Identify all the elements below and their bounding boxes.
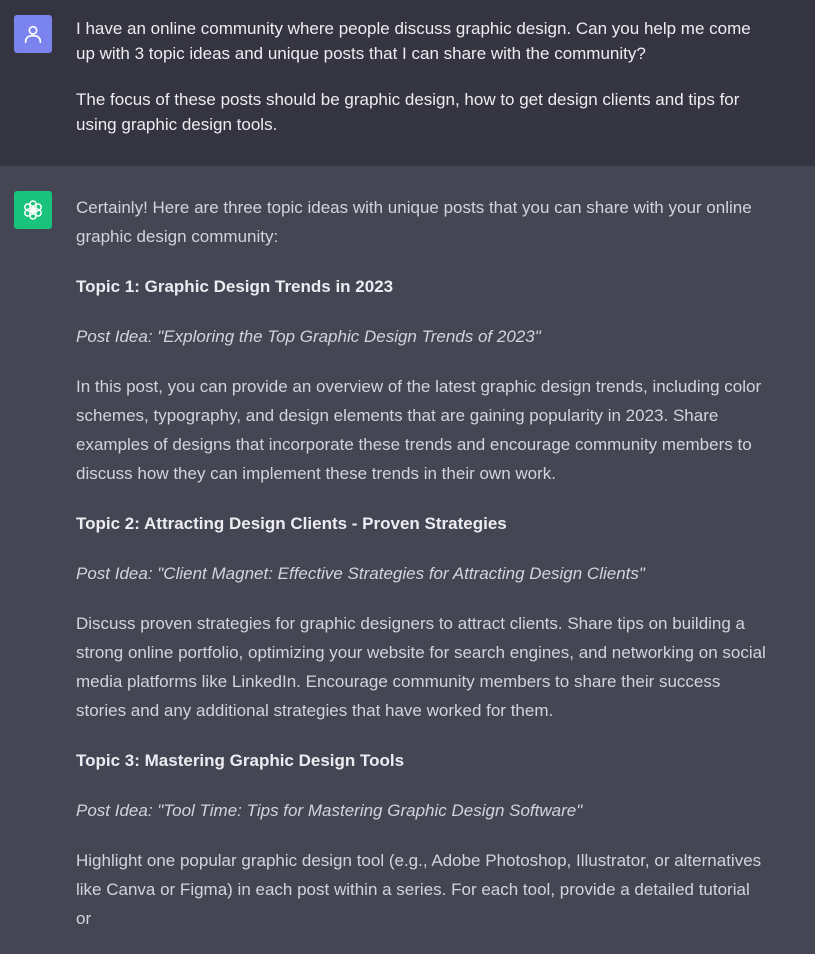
user-message-row (0, 0, 815, 167)
assistant-intro: Certainly! Here are three topic ideas with unique posts that you can share with your online graphic design community: (76, 198, 752, 246)
assistant-message-text (76, 193, 766, 954)
user-paragraph: I have an online community where people discuss graphic design. Can you help me come up with 3 topic ideas and unique posts that I can share with the community? (76, 19, 751, 63)
assistant-message-row (0, 166, 815, 928)
user-message-text (76, 16, 766, 158)
post-idea: Post Idea: "Exploring the Top Graphic Design Trends of 2023" (76, 327, 541, 346)
user-avatar (14, 15, 52, 53)
assistant-avatar (14, 191, 52, 229)
topic-heading: Topic 3: Mastering Graphic Design Tools (76, 751, 405, 770)
post-idea: Post Idea: "Client Magnet: Effective Strategies for Attracting Design Clients" (76, 564, 645, 583)
user-icon (22, 23, 44, 45)
topic-body: Highlight one popular graphic design tool (e.g., Adobe Photoshop, Illustrator, or alternatives like Canva or Figma) in each post within a series. For each tool, provide a detailed tutorial or (76, 851, 762, 928)
post-idea: Post Idea: "Tool Time: Tips for Mastering Graphic Design Software" (76, 801, 583, 820)
topic-body: Discuss proven strategies for graphic designers to attract clients. Share tips on building a strong online portfolio, optimizing your website for search engines, and networking on social media platforms like LinkedIn. Encourage community members to share their success stories and any additional strategies that have worked for them. (76, 614, 766, 720)
topic-heading: Topic 1: Graphic Design Trends in 2023 (76, 277, 394, 296)
user-paragraph: The focus of these posts should be graphic design, how to get design clients and tips for using graphic design tools. (76, 90, 740, 134)
topic-heading: Topic 2: Attracting Design Clients - Proven Strategies (76, 514, 507, 533)
topic-body: In this post, you can provide an overview of the latest graphic design trends, including color schemes, typography, and design elements that are gaining popularity in 2023. Share examples of designs that incorporate these trends and encourage community members to discuss how they can implement these trends in their own work. (76, 377, 762, 483)
openai-logo-icon (21, 198, 45, 222)
